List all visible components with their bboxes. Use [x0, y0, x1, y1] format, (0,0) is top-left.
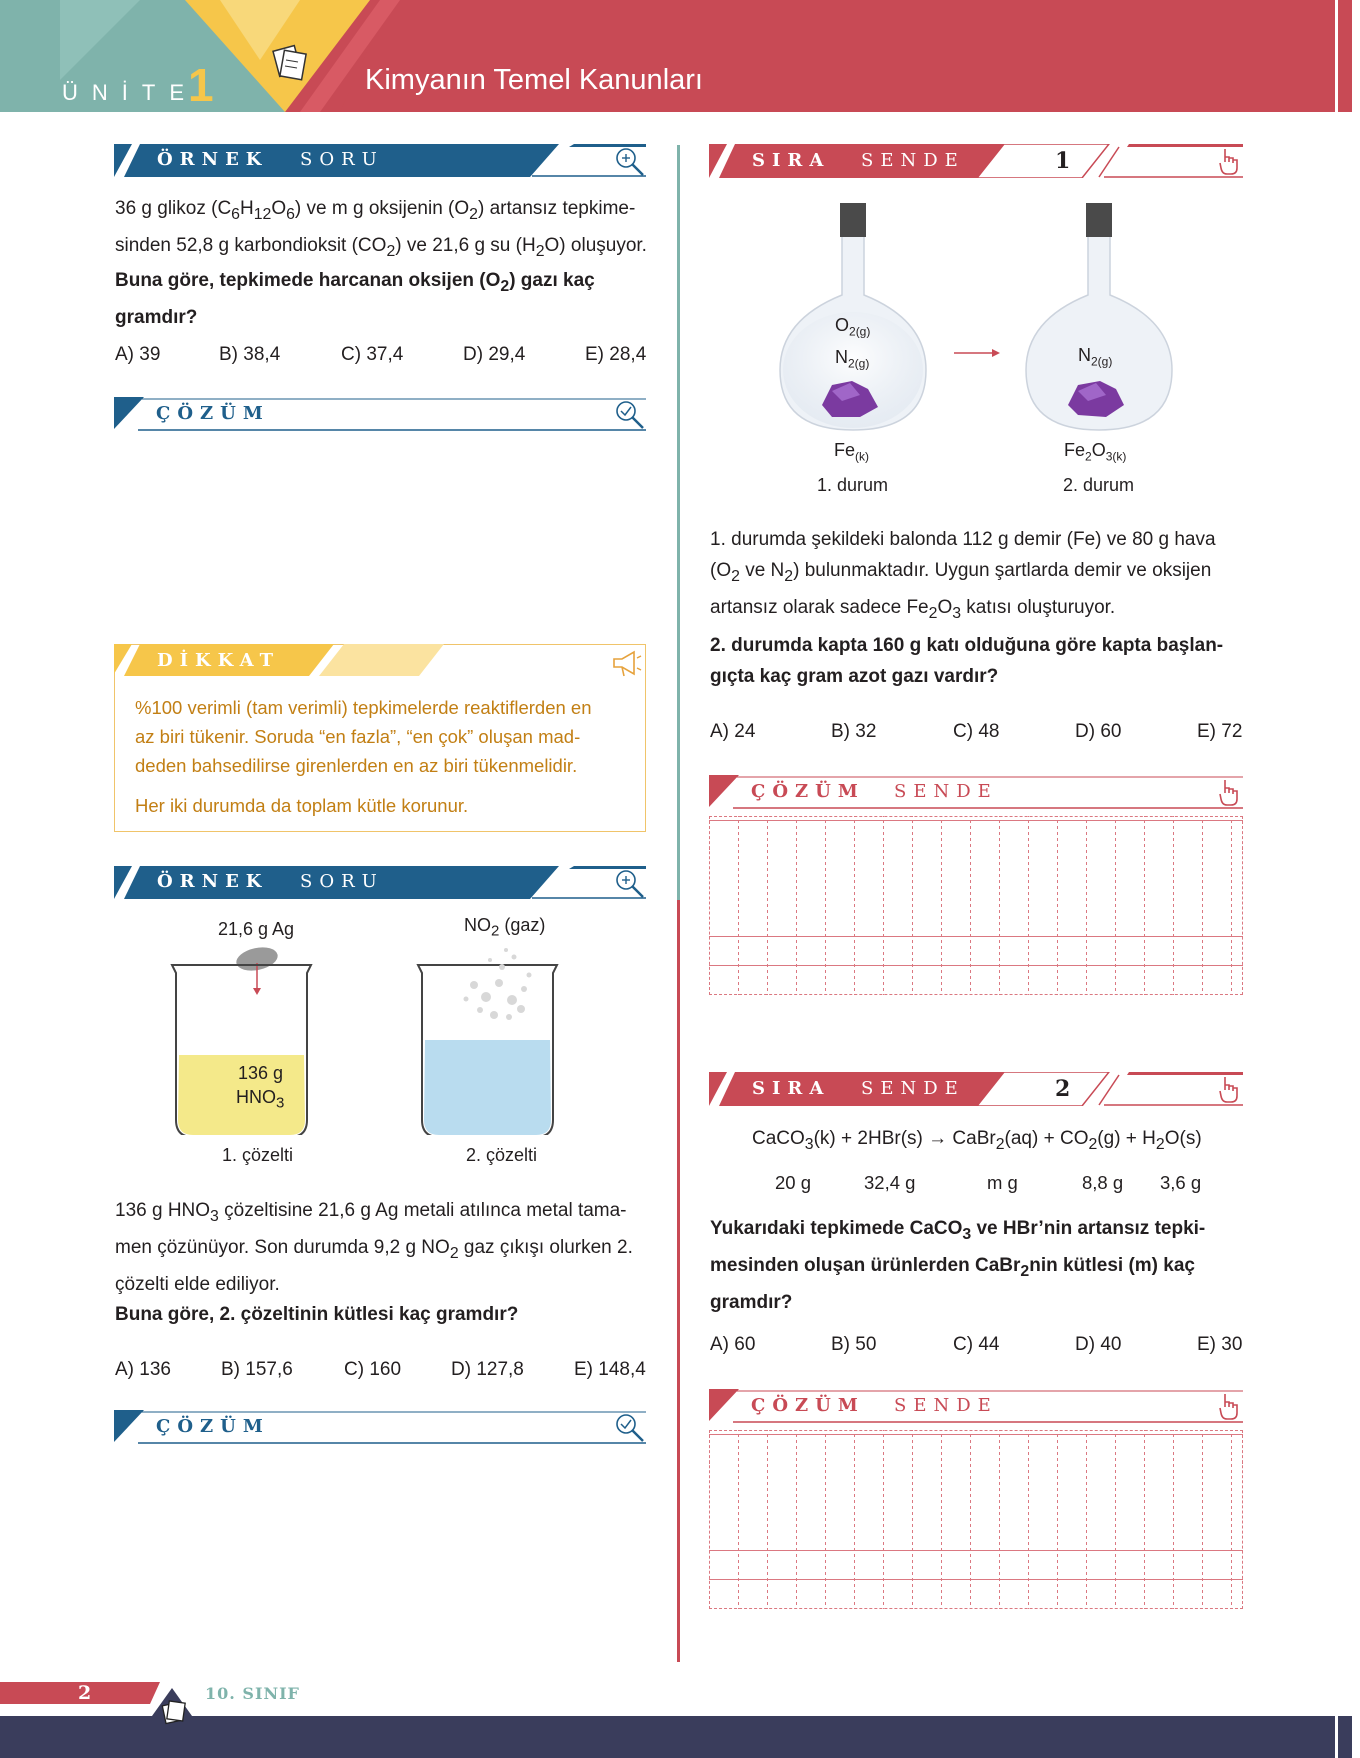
hand-pointer-icon	[1217, 1391, 1241, 1421]
task1-solution-header	[709, 775, 1243, 810]
mass-h2o: 3,6 g	[1160, 1172, 1202, 1193]
flask2-state: 2. durum	[1063, 475, 1135, 495]
task1-options	[710, 721, 1250, 749]
example2-tag-b: SORU	[300, 871, 384, 892]
hand-pointer-icon	[1217, 146, 1241, 176]
task1-q2: gıçta kaç gram azot gazı vardır?	[710, 666, 999, 687]
example2-line1: 136 g $HNO_3$ çözeltisine 21,6 g Ag metali atılınca metal tama-	[115, 1200, 627, 1225]
example2-line2: men çözünüyor. Son durumda 9,2 g $NO_2$ gaz çıkışı olurken 2.	[115, 1236, 633, 1262]
option-c[interactable]: C) 44	[953, 1334, 1000, 1355]
example2-text	[115, 1195, 655, 1300]
task1-line2: ($O_2$ ve $N_2$) bulunmaktadır. Uygun şartlarda demir ve oksijen	[710, 560, 1212, 585]
column-divider-bottom	[677, 900, 680, 1662]
task1-answer-grid[interactable]	[709, 816, 1243, 995]
option-c[interactable]: C) 37,4	[341, 344, 404, 365]
magnifier-plus-icon	[614, 868, 646, 900]
hand-pointer-icon	[1217, 777, 1241, 807]
flasks-figure	[760, 195, 1210, 495]
page-footer	[0, 1678, 1360, 1758]
magnifier-plus-icon	[614, 146, 646, 178]
task2-tag-b: SENDE	[861, 1078, 965, 1099]
option-b[interactable]: B) 157,6	[221, 1359, 293, 1380]
example2-header	[114, 866, 646, 899]
beakers-figure	[114, 905, 646, 1175]
unit-word: ÜNİTE	[62, 80, 198, 105]
footer-book-icon	[158, 1696, 188, 1726]
note-line1: %100 verimli (tam verimli) tepkimelerde reaktiflerden en	[135, 697, 592, 718]
option-a[interactable]: A) 136	[115, 1359, 171, 1380]
magnifier-check-icon	[614, 399, 646, 431]
mass-hbr: 32,4 g	[864, 1172, 916, 1193]
ag-label: 21,6 g Ag	[218, 919, 295, 939]
task2-q1: Yukarıdaki tepkimede CaCO$_3$ ve HBr’nin artansız tepki-	[710, 1218, 1206, 1243]
task1-tag-b: SENDE	[861, 150, 965, 171]
option-e[interactable]: E) 28,4	[585, 344, 647, 365]
solution1-header	[114, 397, 646, 432]
option-d[interactable]: D) 40	[1075, 1334, 1122, 1355]
task1-question	[710, 630, 1250, 692]
task2-answer-grid[interactable]	[709, 1430, 1243, 1609]
task1-number: 1	[1055, 148, 1071, 174]
option-a[interactable]: A) 60	[710, 1334, 756, 1355]
example1-question	[115, 265, 655, 333]
hand-pointer-icon	[1217, 1074, 1241, 1104]
task2-masses	[710, 1172, 1250, 1198]
example1-line1: 36 g glikoz $(C_6H_{12}O_6)$ ve m g oksijenin $(O_2)$ artansız tepkime-	[115, 198, 636, 223]
note-line3: deden bahsedilirse girenlerden en az biri tükenmelidir.	[135, 755, 578, 776]
task1-line3: artansız olarak sadece $Fe_2O_3$ katısı oluşturuyor.	[710, 596, 1116, 622]
page-header	[0, 0, 1360, 112]
note-line2: az biri tükenir. Soruda “en fazla”, “en çok” oluşan mad-	[135, 726, 581, 747]
hno3-label: $HNO_3$	[236, 1087, 285, 1112]
task2-solution-header	[709, 1389, 1243, 1424]
flask2-solid: $Fe_2O_{3(k)}$	[1064, 440, 1127, 464]
option-b[interactable]: B) 32	[831, 721, 877, 742]
example2-options	[115, 1359, 655, 1387]
flask2-gas: $N_{2(g)}$	[1078, 345, 1113, 369]
note-line4: Her iki durumda da toplam kütle korunur.	[135, 795, 469, 816]
task1-header	[709, 144, 1243, 178]
option-d[interactable]: D) 127,8	[451, 1359, 524, 1380]
example1-line2: sinden 52,8 g karbondioksit $(CO_2)$ ve 21,6 g su $(H_2O)$ oluşuyor.	[115, 234, 647, 260]
task2-header	[709, 1072, 1243, 1106]
solution2-caption: 2. çözelti	[466, 1145, 538, 1165]
option-a[interactable]: A) 24	[710, 721, 756, 742]
option-c[interactable]: C) 160	[344, 1359, 402, 1380]
example2-question: Buna göre, 2. çözeltinin kütlesi kaç gramdır?	[115, 1304, 519, 1325]
solution2-label: ÇÖZÜM	[156, 1416, 270, 1437]
no2-label: $NO_2$ (gaz)	[464, 915, 546, 940]
flask1-solid: $Fe_{(k)}$	[834, 440, 870, 464]
option-d[interactable]: D) 60	[1075, 721, 1122, 742]
example1-tag-a: ÖRNEK	[157, 149, 269, 170]
option-c[interactable]: C) 48	[953, 721, 1000, 742]
task2-equation: CaCO$_3$(k) + 2HBr(s) → CaBr$_2$(aq) + $CO_2(g) + H_2O(s)$	[752, 1128, 1202, 1153]
task2-solution-b: SENDE	[894, 1395, 998, 1416]
example1-q2: gramdır?	[115, 306, 198, 328]
task1-solution-a: ÇÖZÜM	[751, 781, 865, 802]
task2-q3: gramdır?	[710, 1291, 793, 1313]
example1-tag-b: SORU	[300, 149, 384, 170]
example2-line3: çözelti elde ediliyor.	[115, 1273, 280, 1295]
task1-text	[710, 524, 1250, 629]
task1-solution-b: SENDE	[894, 781, 998, 802]
grade-label: 10. SINIF	[205, 1684, 300, 1703]
task2-question	[710, 1213, 1250, 1318]
example1-header	[114, 144, 646, 177]
task2-tag-a: SIRA	[752, 1078, 831, 1099]
task1-tag-a: SIRA	[752, 150, 831, 171]
task1-line1: 1. durumda şekildeki balonda 112 g demir (Fe) ve 80 g hava	[710, 529, 1216, 550]
example2-tag-a: ÖRNEK	[157, 871, 269, 892]
option-e[interactable]: E) 148,4	[574, 1359, 646, 1380]
column-divider-top	[677, 145, 680, 900]
mass-caco3: 20 g	[775, 1172, 812, 1193]
task2-options	[710, 1334, 1250, 1362]
mass-cabr2: m g	[987, 1172, 1018, 1193]
flask1-gas2: $N_{2(g)}$	[835, 347, 870, 371]
example1-text	[115, 193, 655, 267]
flask1-gas1: $O_{2(g)}$	[835, 315, 871, 339]
option-b[interactable]: B) 50	[831, 1334, 877, 1355]
example1-options	[115, 344, 655, 372]
task2-solution-a: ÇÖZÜM	[751, 1395, 865, 1416]
header-title: Kimyanın Temel Kanunları	[365, 64, 703, 96]
flask1-state: 1. durum	[817, 475, 889, 495]
hno3-mass: 136 g	[238, 1063, 284, 1083]
note-box	[114, 644, 646, 832]
task1-q1: 2. durumda kapta 160 g katı olduğuna göre kapta başlan-	[710, 635, 1224, 656]
magnifier-check-icon	[614, 1412, 646, 1444]
solution1-caption: 1. çözelti	[222, 1145, 294, 1165]
option-b[interactable]: B) 38,4	[219, 344, 281, 365]
task2-number: 2	[1055, 1076, 1071, 1102]
task2-q2: mesinden oluşan ürünlerden CaBr$_2$nin kütlesi (m) kaç	[710, 1254, 1195, 1280]
solution2-header	[114, 1410, 646, 1445]
unit-number: 1	[188, 59, 214, 111]
option-a[interactable]: A) 39	[115, 344, 161, 365]
header-doc-icon	[270, 42, 310, 82]
page-number: 2	[78, 1682, 92, 1704]
example1-q1: Buna göre, tepkimede harcanan oksijen $(O_2)$ gazı kaç	[115, 270, 595, 295]
option-e[interactable]: E) 72	[1197, 721, 1243, 742]
note-tag: DİKKAT	[157, 650, 280, 671]
megaphone-icon	[610, 649, 644, 679]
option-d[interactable]: D) 29,4	[463, 344, 526, 365]
option-e[interactable]: E) 30	[1197, 1334, 1243, 1355]
mass-co2: 8,8 g	[1082, 1172, 1124, 1193]
solution1-label: ÇÖZÜM	[156, 403, 270, 424]
note-text	[135, 693, 635, 820]
